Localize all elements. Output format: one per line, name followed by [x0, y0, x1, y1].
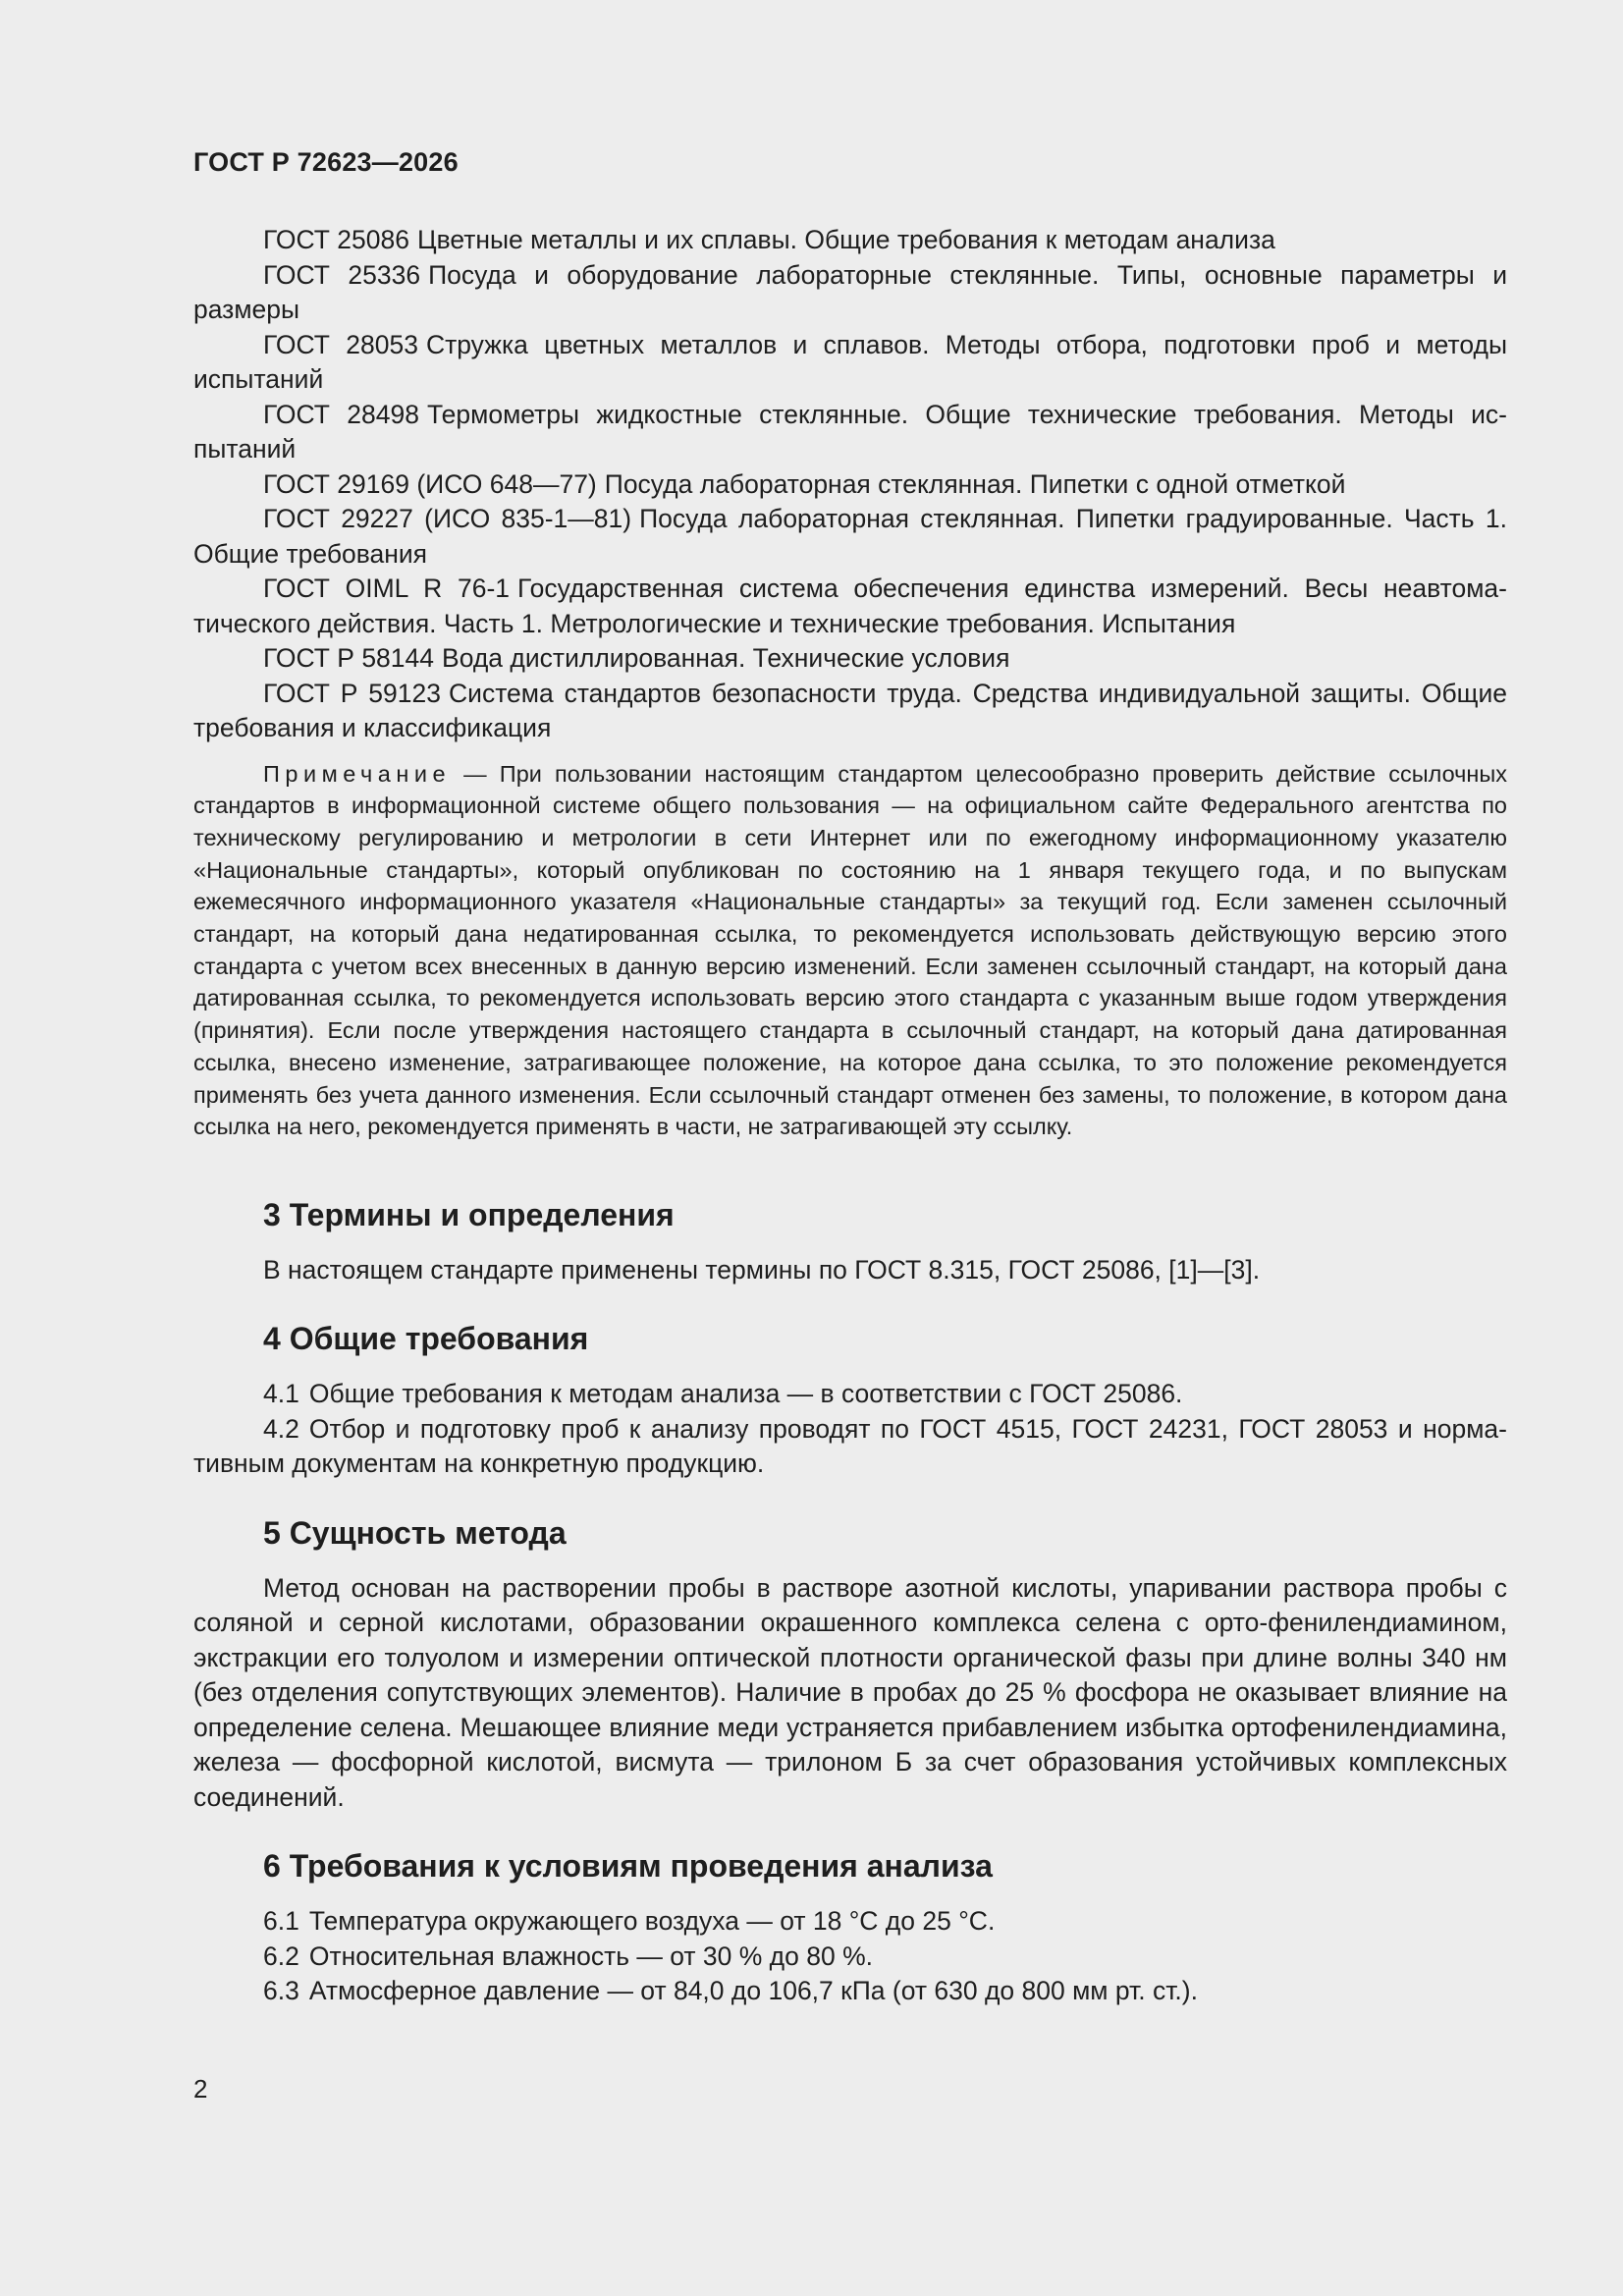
reference-code: ГОСТ 28053 — [263, 329, 418, 359]
clause-item — [193, 1412, 1507, 1482]
reference-entry — [193, 677, 1507, 746]
reference-entry — [193, 223, 1507, 258]
note-paragraph — [193, 758, 1507, 1143]
reference-code: ГОСТ 25336 — [263, 259, 421, 290]
clause-item — [193, 1940, 1507, 1975]
clause-number: 4.2 — [263, 1413, 299, 1444]
reference-code: ГОСТ 25086 — [263, 225, 409, 254]
reference-entry — [193, 258, 1507, 328]
reference-entry — [193, 502, 1507, 572]
reference-entry — [193, 572, 1507, 641]
clause-number: 6.1 — [263, 1906, 299, 1937]
document-code-header: ГОСТ Р 72623—2026 — [193, 147, 459, 177]
clause-number: 4.1 — [263, 1379, 299, 1409]
reference-title: Термометры жидкостные стеклянные. Общие технические требования. Методы испытаний — [193, 399, 1507, 464]
reference-code: ГОСТ 29169 (ИСО 648—77) — [263, 468, 597, 499]
reference-code: ГОСТ 29227 (ИСО 835-1—81) — [263, 504, 632, 533]
page-content — [193, 223, 1507, 2009]
section-5-heading: 5 Сущность метода — [263, 1514, 567, 1551]
clause-text: Относительная влажность — от 30 % до 80 %. — [308, 1941, 874, 1971]
clause-item — [193, 1974, 1507, 2009]
clause-item — [193, 1904, 1507, 1940]
page-number: 2 — [193, 2074, 208, 2104]
section-5-body: Метод основан на растворении пробы в растворе азотной кислоты, упаривании раствора пробы с соляной и серной кислотами, образовании окрашенного комплекса селена с орто-фенилендиамином, экстракции его толуолом и измерении оптической плотности органической фазы при длине волны 340 нм (без отделения сопутствующих элементов). Наличие в пробах до 25 % фосфора не оказывает влияние на определение селена. Мешающее влияние меди устраняется прибавлением избытка ортофенилендиамина, железа — фосфорной кислотой, висмута — трилоном Б за счет образования устойчивых комплексных соединений. — [193, 1572, 1507, 1812]
clause-text: Отбор и подготовку проб к анализу проводят по ГОСТ 4515, ГОСТ 24231, ГОСТ 28053 и нормативным документам на конкретную продукцию. — [193, 1413, 1507, 1479]
clause-item — [193, 1377, 1507, 1412]
clause-text: Атмосферное давление — от 84,0 до 106,7 кПа (от 630 до 800 мм рт. ст.). — [308, 1976, 1198, 2006]
reference-title: Государственная система обеспечения единства измерений. Весы неавтоматического действия. Часть 1. Метрологические и технические требования. Испытания — [193, 574, 1507, 638]
reference-entry — [193, 467, 1507, 503]
reference-entry — [193, 641, 1507, 677]
section-3-heading: 3 Термины и определения — [263, 1196, 675, 1232]
reference-code: ГОСТ Р 59123 — [263, 678, 441, 708]
note-label: Примечание — [263, 760, 452, 787]
clause-number: 6.2 — [263, 1941, 299, 1971]
reference-title: Посуда и оборудование лабораторные стеклянные. Типы, основные параметры и размеры — [193, 259, 1507, 324]
reference-code: ГОСТ OIML R 76-1 — [263, 574, 511, 603]
reference-title: Посуда лабораторная стеклянная. Пипетки с одной отметкой — [604, 468, 1346, 499]
section-4-heading: 4 Общие требования — [263, 1321, 589, 1357]
reference-code: ГОСТ Р 58144 — [263, 643, 435, 673]
section-3-body: В настоящем стандарте применены термины по ГОСТ 8.315, ГОСТ 25086, [1]—[3]. — [263, 1254, 1261, 1285]
section-6-heading: 6 Требования к условиям проведения анализа — [263, 1848, 993, 1885]
clause-text: Температура окружающего воздуха — от 18 °C до 25 °C. — [308, 1906, 996, 1937]
reference-title: Посуда лабораторная стеклянная. Пипетки градуированные. Часть 1. Общие требования — [193, 504, 1507, 569]
section-4-items — [193, 1377, 1507, 1482]
reference-title: Система стандартов безопасности труда. Средства индивидуальной защиты. Общие требования и классификация — [193, 678, 1507, 742]
reference-title: Стружка цветных металлов и сплавов. Методы отбора, подготовки проб и методы испытаний — [193, 329, 1507, 394]
clause-text: Общие требования к методам анализа — в соответствии с ГОСТ 25086. — [308, 1379, 1183, 1409]
note-text: — При пользовании настоящим стандартом целесообразно проверить действие ссылочных стандартов в информационной системе общего пользования — на официальном сайте Федерального агентства по техническому регулированию и метрологии в сети Интернет или по ежегодному информационному указателю «Национальные стандарты», который опубликован по состоянию на 1 января текущего года, и по выпускам ежемесячного информационного указателя «Национальные стандарты» за текущий год. Если заменен ссылочный стандарт, на который дана недатированная ссылка, то рекомендуется использовать действующую версию этого стандарта с учетом всех внесенных в данную версию изменений. Если заменен ссылочный стандарт, на который дана датированная ссылка, то рекомендуется использовать версию этого стандарта с указанным выше годом утверждения (принятия). Если после утверждения настоящего стандарта в ссылочный стандарт, на который дана датированная ссылка, внесено изменение, затрагивающее положение, на которое дана ссылка, то это положение рекомендуется применять без учета данного изменения. Если ссылочный стандарт отменен без замены, то положение, в котором дана ссылка на него, рекомендуется применять в части, не затрагивающей эту ссылку. — [193, 760, 1508, 1140]
reference-entry — [193, 328, 1507, 398]
reference-entry — [193, 398, 1507, 467]
reference-code: ГОСТ 28498 — [263, 399, 419, 429]
reference-title: Вода дистиллированная. Технические условия — [442, 643, 1010, 673]
section-6-items — [193, 1904, 1507, 2009]
reference-title: Цветные металлы и их сплавы. Общие требования к методам анализа — [416, 225, 1275, 254]
clause-number: 6.3 — [263, 1976, 299, 2006]
